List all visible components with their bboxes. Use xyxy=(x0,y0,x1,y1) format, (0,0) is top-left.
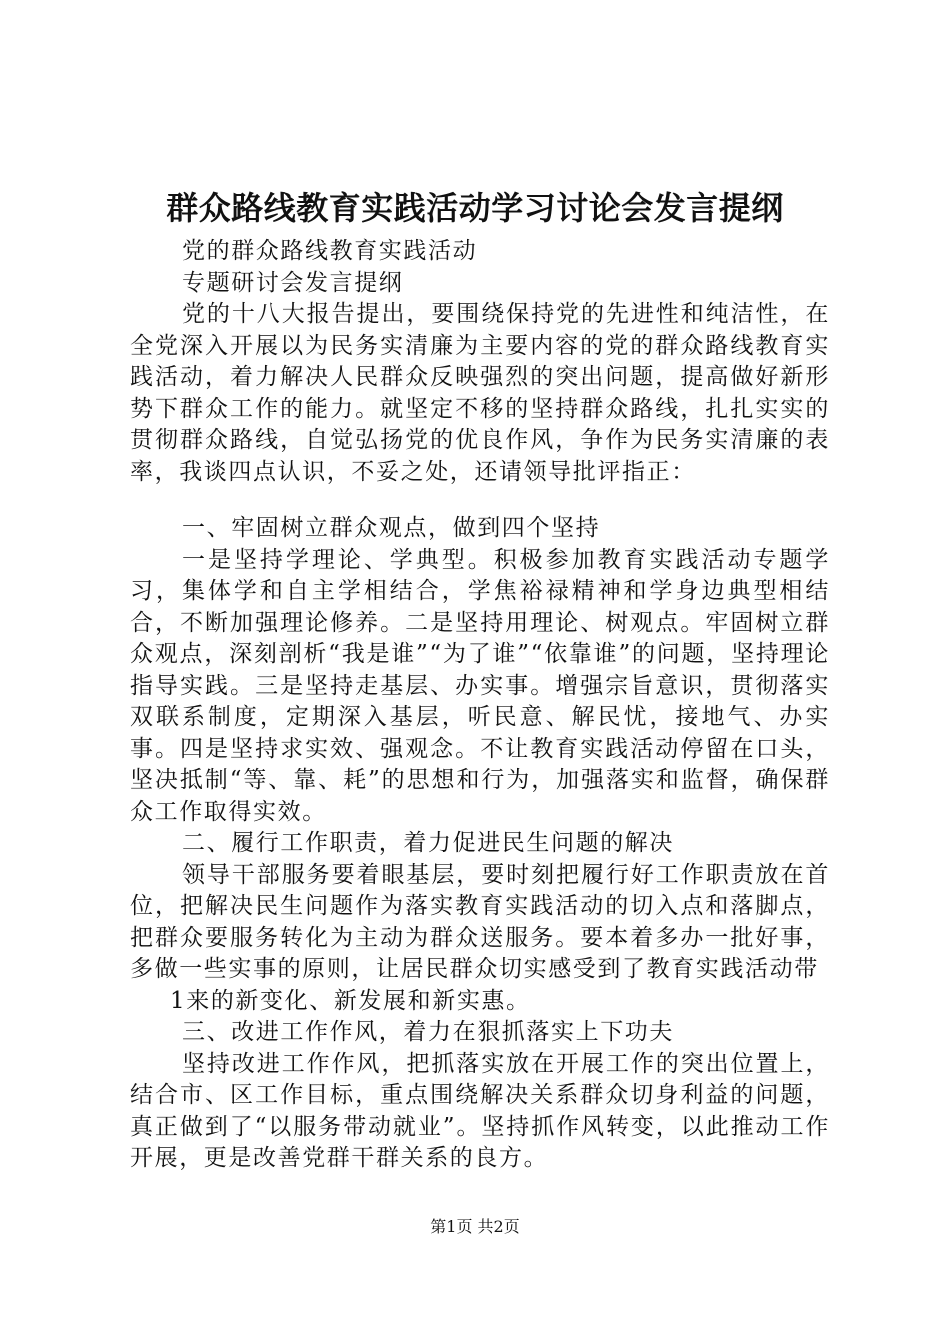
section-heading-3: 三、改进工作作风，着力在狠抓落实上下功夫 xyxy=(182,1019,674,1045)
section-2-paragraph: 领导干部服务要着眼基层，要时刻把履行好工作职责放在首位，把解决民生问题作为落实教育实践活动的切入点和落脚点，把群众要服务转化为主动为群众送服务。要本着多办一批好事，多做一些实事的原则，让居民群众切实感受到了教育实践活动带 xyxy=(130,861,830,982)
document-title: 群众路线教育实践活动学习讨论会发言提纲 xyxy=(166,189,784,227)
section-2-continuation: 1来的新变化、新发展和新实惠。 xyxy=(170,987,531,1014)
subtitle-line-2: 专题研讨会发言提纲 xyxy=(182,269,404,296)
section-heading-2: 二、履行工作职责，着力促进民生问题的解决 xyxy=(182,830,674,856)
subtitle-line-1: 党的群众路线教育实践活动 xyxy=(182,238,478,264)
document-body xyxy=(130,236,830,1175)
section-heading-1: 一、牢固树立群众观点，做到四个坚持 xyxy=(182,515,601,541)
section-3-paragraph: 坚持改进工作作风，把抓落实放在开展工作的突出位置上，结合市、区工作目标，重点围绕解决关系群众切身利益的问题，真正做到了“以服务带动就业”。坚持抓作风转变，以此推动工作开展，更是改善党群干群关系的良方。 xyxy=(130,1050,830,1171)
intro-paragraph: 党的十八大报告提出，要围绕保持党的先进性和纯洁性，在全党深入开展以为民务实清廉为主要内容的党的群众路线教育实践活动，着力解决人民群众反映强烈的突出问题，提高做好新形势下群众工作的能力。就坚定不移的坚持群众路线，扎扎实实的贯彻群众路线，自觉弘扬党的优良作风，争作为民务实清廉的表率，我谈四点认识，不妥之处，还请领导批评指正： xyxy=(130,301,830,485)
section-1-paragraph: 一是坚持学理论、学典型。积极参加教育实践活动专题学习，集体学和自主学相结合，学焦裕禄精神和学身边典型相结合，不断加强理论修养。二是坚持用理论、树观点。牢固树立群众观点，深刻剖析“我是谁”“为了谁”“依靠谁”的问题，坚持理论指导实践。三是坚持走基层、办实事。增强宗旨意识，贯彻落实双联系制度，定期深入基层，听民意、解民忧，接地气、办实事。四是坚持求实效、强观念。不让教育实践活动停留在口头，坚决抵制“等、靠、耗”的思想和行为，加强落实和监督，确保群众工作取得实效。 xyxy=(130,546,830,825)
page-footer: 第1页 共2页 xyxy=(430,1217,520,1236)
